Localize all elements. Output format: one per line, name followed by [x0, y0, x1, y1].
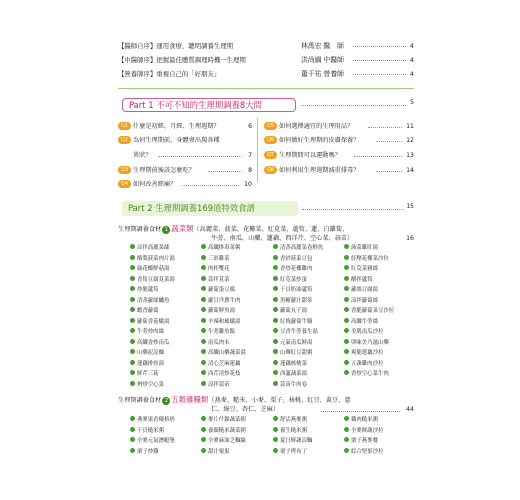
preface-author: 洪尚綱 中醫師: [301, 56, 344, 64]
bullet-icon: [201, 307, 206, 312]
recipe-item: [201, 286, 235, 296]
recipe-name: 蝦香蘿蔔: [137, 308, 159, 314]
bullet-icon: [344, 318, 349, 323]
recipe-item: [130, 381, 164, 391]
recipe-name: 干貝糙米粥: [137, 427, 164, 434]
recipe-name: 全麥元氣潛艇堡: [137, 438, 175, 444]
recipe-item: [344, 276, 373, 286]
question-item: [264, 135, 414, 146]
recipe-name: 炒脆蘆筍: [137, 287, 159, 293]
recipe-name: 美肌南瓜沙拉: [351, 329, 384, 335]
category-name: 五穀雜糧類: [171, 395, 209, 404]
bullet-icon: [130, 297, 135, 302]
bullet-icon: [201, 328, 206, 333]
bullet-icon: [344, 286, 349, 291]
recipe-name: 山藥紅豆甜粥: [280, 350, 313, 356]
bullet-icon: [130, 370, 135, 375]
recipe-item: [273, 318, 312, 328]
bullet-icon: [273, 381, 278, 386]
question-item: [118, 179, 252, 190]
page-number: 16: [406, 235, 414, 242]
bullet-icon: [201, 416, 206, 421]
bullet-icon: [344, 370, 349, 375]
bullet-icon: [130, 416, 135, 421]
leader-dots: [302, 209, 404, 210]
category-ingredients: （高麗菜、菠菜、花椰菜、紅莧菜、蘆筍、蓮、白蘿蔔、: [193, 226, 349, 233]
page-number: 11: [406, 123, 414, 130]
leader-dots: [321, 411, 400, 412]
part1-title: Part 1 不可不知的生理期調養8大問: [122, 98, 296, 112]
recipe-name: 涼拌高麗菜絲: [137, 245, 170, 251]
recipe-item: [273, 349, 312, 359]
recipe-item: [130, 297, 169, 307]
recipe-item: [344, 328, 383, 338]
bullet-icon: [344, 437, 349, 442]
recipe-name: 栗子炒雞: [137, 448, 159, 455]
bullet-icon: [273, 416, 278, 421]
bullet-icon: [130, 307, 135, 312]
bullet-icon: [273, 265, 278, 270]
recipe-name: 高纖排毒菜粥: [208, 245, 241, 251]
question-item: [118, 165, 252, 176]
leader-dots: [353, 46, 406, 47]
bullet-icon: [273, 448, 278, 453]
recipe-name: 涼拌蒜苗: [208, 381, 230, 388]
recipe-name: 燕麥果香優格奶: [137, 417, 175, 423]
recipe-item: [273, 448, 307, 458]
category-ingredients-cont: [211, 405, 414, 415]
recipe-name: 肉桂雙花: [208, 266, 230, 272]
recipe-name: 養顏糙米蔬菜粥: [208, 427, 246, 434]
bullet-icon: [201, 297, 206, 302]
recipe-item: [273, 427, 307, 437]
recipe-item: [344, 427, 383, 437]
question-text: 為何生理期前，身體會出現各種: [133, 137, 220, 144]
recipe-name: 蘿蔔丸子湯: [280, 308, 307, 314]
recipe-name: 雞肉糙米粥: [351, 417, 378, 423]
recipe-item: [201, 370, 240, 380]
page-number: 44: [406, 406, 414, 413]
recipe-item: [201, 297, 240, 307]
recipe-item: [344, 339, 389, 349]
recipe-name: 香炒空心菜牛肉: [351, 371, 389, 377]
recipe-item: [201, 427, 246, 437]
bullet-icon: [201, 286, 206, 291]
page-number: 4: [409, 70, 414, 78]
bullet-icon: [344, 360, 349, 365]
recipe-item: [201, 265, 230, 275]
preface-label: 【中醫師序】把握最佳體質調理時機一生理期: [118, 56, 246, 64]
recipe-item: [273, 307, 307, 317]
recipe-name: 清心芝麻蓮藕: [208, 360, 241, 367]
bullet-icon: [201, 437, 206, 442]
recipe-name: 酪梨菠菜肉片湯: [137, 255, 175, 262]
page-number: 12: [406, 137, 414, 144]
preface-label: 【醫師自序】運用食療，聰明調養生理期: [118, 42, 234, 50]
bullet-icon: [130, 255, 135, 260]
recipe-name: 辨炒空心菜: [137, 381, 164, 388]
recipe-name: 元氣南瓜鮮湯: [280, 339, 313, 346]
page-number: 4: [409, 42, 414, 50]
leader-dots: [208, 171, 242, 172]
bullet-icon: [201, 244, 206, 249]
category-ingredients: 牛蒡、南瓜、山藥、蓮藕、西洋芹、空心菜、蒜苗）: [211, 235, 354, 242]
preface-row: [118, 54, 414, 66]
part2-title: Part 2 生理期調養169道特效食譜: [122, 201, 298, 216]
leader-dots: [301, 105, 406, 106]
bullet-icon: [273, 360, 278, 365]
recipe-name: 全麥麻油乏麵線: [208, 438, 246, 444]
bullet-icon: [130, 265, 135, 270]
recipe-item: [344, 307, 394, 317]
recipe-item: [130, 276, 175, 286]
bullet-icon: [201, 370, 206, 375]
recipe-item: [130, 416, 175, 426]
page-number: 8: [248, 167, 252, 174]
recipe-name: 清蒸蘿絲鱸魚: [137, 297, 170, 304]
bullet-icon: [344, 255, 349, 260]
recipe-item: [201, 349, 246, 359]
recipe-item: [273, 328, 318, 338]
recipe-item: [201, 416, 246, 426]
recipe-item: [273, 339, 312, 349]
preface-row: [118, 68, 414, 80]
page-number: 14: [406, 167, 414, 174]
bullet-icon: [130, 360, 135, 365]
recipe-item: [344, 297, 378, 307]
leader-dots: [182, 185, 239, 186]
recipe-name: 蘿絲豆腐湯: [351, 287, 378, 293]
recipe-item: [344, 416, 378, 426]
recipe-item: [130, 265, 169, 275]
leader-dots: [376, 171, 402, 172]
recipe-item: [344, 244, 378, 254]
question-text: 異狀？: [133, 152, 152, 159]
question-item: [264, 150, 414, 161]
recipe-item: [130, 244, 169, 254]
bullet-icon: [130, 276, 135, 281]
recipe-item: [273, 286, 312, 296]
part1-heading: [118, 98, 414, 112]
part2-heading: [118, 201, 414, 216]
bullet-icon: [201, 427, 206, 432]
recipe-item: [130, 255, 175, 265]
bullet-icon: [130, 381, 135, 386]
category-number-badge: 1: [162, 226, 170, 234]
recipe-name: 菠菜雞肝湯: [351, 245, 378, 251]
recipe-name: 蘿蔔鮮魚湯: [208, 308, 235, 314]
bullet-icon: [273, 427, 278, 432]
recipe-item: [130, 318, 169, 328]
recipe-name: 蘿甘洋蔥牛肉: [208, 297, 241, 304]
recipe-item: [130, 286, 159, 296]
bullet-icon: [344, 349, 349, 354]
recipe-item: [273, 360, 307, 370]
question-text: 如何做好生理期的皮膚保養？: [279, 137, 360, 144]
question-item: [264, 165, 414, 176]
recipe-name: 香紗菠菜豆包: [280, 255, 313, 262]
recipe-name: 紓壓花椰菜沙拉: [351, 255, 389, 262]
recipe-item: [130, 427, 164, 437]
question-text: 生理期前後該怎麼吃？: [133, 167, 195, 174]
bullet-icon: [273, 437, 278, 442]
recipe-item: [344, 360, 383, 370]
recipe-name: 干貝奶油蘆筍: [280, 287, 313, 293]
recipe-item: [201, 276, 230, 286]
bullet-icon: [344, 448, 349, 453]
question-text: 如何改善經痛？: [133, 181, 177, 188]
recipe-name: 綜合堅果沙拉: [351, 448, 384, 455]
leader-dots: [353, 60, 406, 61]
toc-page: [118, 38, 414, 470]
recipe-name: 紅莧菜豬絲: [351, 266, 378, 272]
bullet-icon: [130, 328, 135, 333]
recipe-name: 南瓜肉末: [208, 339, 230, 346]
recipe-name: 豆香牛蒡養生湯: [280, 329, 318, 335]
recipe-item: [344, 286, 378, 296]
recipe-name: 黑糖蘿汁甜茶: [280, 297, 313, 304]
question-badge: Q6: [264, 136, 277, 144]
recipe-item: [201, 244, 240, 254]
bullet-icon: [130, 427, 135, 432]
section-divider: [118, 88, 414, 89]
bullet-icon: [130, 448, 135, 453]
bullet-icon: [130, 318, 135, 323]
recipe-name: 五蔬雞肉沙拉: [351, 360, 384, 367]
page-number: 5: [410, 99, 414, 106]
category-ingredients-cont: [211, 234, 414, 244]
question-item: [118, 150, 252, 161]
bullet-icon: [273, 276, 278, 281]
bullet-icon: [273, 286, 278, 291]
recipe-item: [201, 448, 230, 458]
category-ingredients: 仁、綠豆、杏仁、芝麻）: [211, 406, 280, 413]
recipe-item: [344, 349, 383, 359]
bullet-icon: [273, 307, 278, 312]
recipe-item: [130, 307, 159, 317]
question-badge: Q2: [118, 136, 131, 144]
recipe-item: [130, 339, 169, 349]
category-name: 蔬菜類: [171, 224, 194, 233]
bullet-icon: [344, 307, 349, 312]
recipe-item: [130, 360, 164, 370]
page-number: 7: [248, 152, 252, 159]
recipe-name: 栗子燕麥餐: [351, 438, 378, 444]
bullet-icon: [273, 349, 278, 354]
recipe-name: 爽脆蓮藕沙拉: [351, 350, 384, 356]
recipe-item: [130, 370, 159, 380]
recipe-item: [201, 318, 240, 328]
bullet-icon: [130, 286, 135, 291]
recipe-item: [344, 318, 378, 328]
recipe-item: [273, 297, 312, 307]
bullet-icon: [130, 437, 135, 442]
question-badge: Q3: [118, 166, 131, 174]
recipe-item: [201, 360, 240, 370]
question-badge: Q1: [118, 122, 131, 130]
question-text: 生理期間可以運動嗎？: [279, 152, 341, 159]
recipe-name: 西蘆蔬菜湯: [280, 371, 307, 377]
recipe-name: 蒜苗牛肉卷: [280, 381, 307, 388]
recipe-name: 綠花椰鮮菇湯: [137, 266, 170, 272]
recipe-name: 涼拌蘿蔔絲: [351, 297, 378, 304]
recipe-item: [273, 265, 312, 275]
category-prefix: 生理期調養食材: [118, 226, 162, 233]
recipe-name: 牛蒡炒肉絲: [137, 329, 164, 335]
bullet-icon: [344, 328, 349, 333]
recipe-item: [130, 437, 175, 447]
recipe-name: 蓮藕排骨湯: [137, 360, 164, 367]
recipe-name: 蘿蔔香菇燉湯: [137, 318, 170, 325]
category-prefix: 生理期調養食材: [118, 397, 162, 404]
question-item: [118, 135, 252, 146]
recipe-name: 香筍豆腐莧菜湯: [137, 276, 175, 283]
recipe-item: [201, 328, 235, 338]
bullet-icon: [344, 276, 349, 281]
recipe-item: [201, 437, 246, 447]
bullet-icon: [130, 349, 135, 354]
question-text: 什麼是初經、月經、生理週期？: [133, 123, 220, 130]
recipe-item: [130, 328, 164, 338]
bullet-icon: [201, 255, 206, 260]
bullet-icon: [201, 318, 206, 323]
recipe-item: [201, 339, 230, 349]
recipe-name: 蘿蔔蛋豆腐: [208, 287, 235, 293]
recipe-name: 牛蒡雞魚飯: [208, 329, 235, 335]
recipe-item: [273, 276, 307, 286]
bullet-icon: [130, 244, 135, 249]
recipe-name: 蒜拌莧菜: [208, 276, 230, 283]
recipe-item: [201, 255, 230, 265]
recipe-item: [201, 307, 235, 317]
bullet-icon: [201, 349, 206, 354]
recipe-item: [130, 448, 159, 458]
recipe-item: [273, 255, 312, 265]
recipe-item: [273, 381, 307, 391]
recipe-item: [344, 370, 389, 380]
page-number: 10: [244, 181, 252, 188]
recipe-item: [273, 416, 307, 426]
category-number-badge: 2: [162, 397, 170, 405]
leader-dots: [353, 74, 406, 75]
preface-author: 林禹宏 醫 師: [301, 42, 344, 50]
leader-dots: [368, 127, 402, 128]
recipe-item: [344, 265, 378, 275]
recipe-item: [273, 370, 307, 380]
bullet-icon: [273, 370, 278, 375]
recipe-name: 紅莧菜炒蛋: [280, 276, 307, 283]
bullet-icon: [201, 276, 206, 281]
recipe-name: 清蒸高麗菜卷鮮魚: [280, 245, 324, 251]
bullet-icon: [344, 339, 349, 344]
recipe-item: [201, 381, 230, 391]
recipe-item: [273, 437, 312, 447]
question-item: [264, 121, 414, 132]
recipe-name: 甜汁栗果: [208, 448, 230, 455]
question-badge: Q4: [118, 180, 131, 188]
recipe-name: 栗子烤布丁: [280, 448, 307, 455]
bullet-icon: [201, 381, 206, 386]
recipe-name: 夏日鮮蔬涼麵: [280, 438, 313, 444]
question-badge: Q7: [264, 151, 277, 159]
recipe-name: 麥片什錦蔬菜粥: [208, 417, 246, 423]
category-ingredients: （燕麥、糙米、小麥、栗子、核桃、紅豆、黃豆、薏: [208, 397, 351, 404]
bullet-icon: [273, 318, 278, 323]
recipe-item: [130, 349, 164, 359]
recipe-name: 養生糙米粥: [280, 427, 307, 434]
page-number: 15: [406, 203, 414, 210]
recipe-name: 辛辣和風燉湯: [208, 318, 241, 325]
bullet-icon: [201, 360, 206, 365]
recipe-name: 西芹清炒花枝: [208, 371, 241, 377]
bullet-icon: [201, 339, 206, 344]
question-text: 如何選擇適宜的生理用品？: [279, 123, 354, 130]
bullet-icon: [201, 265, 206, 270]
page-number: 4: [409, 56, 414, 64]
recipe-name: 高纖牛蒡絲: [351, 318, 378, 325]
bullet-icon: [201, 448, 206, 453]
bullet-icon: [273, 328, 278, 333]
page-number: 13: [406, 152, 414, 159]
page-number: 6: [248, 123, 252, 130]
bullet-icon: [344, 297, 349, 302]
recipe-name: 高纖山藥蔬菜湯: [208, 350, 246, 356]
recipe-name: 香炒花椰雞肉: [280, 266, 313, 272]
question-item: [118, 121, 252, 132]
column-divider: [257, 118, 258, 182]
recipe-name: 香脆蘿蔔菜豆沙拉: [351, 308, 395, 314]
preface-label: 【營養師序】重視自己的「好朋友」: [118, 70, 221, 78]
recipe-name: 蓮藕核桃菜: [280, 360, 307, 367]
recipe-name: 鮮芹三菇: [137, 371, 159, 377]
recipe-name: 醋拌蘆筍: [351, 276, 373, 283]
bullet-icon: [344, 265, 349, 270]
recipe-name: 卯味美乃滋山藥: [351, 339, 389, 346]
leader-dots: [354, 156, 402, 157]
recipe-name: 山藥泥涼麵: [137, 350, 164, 356]
bullet-icon: [273, 297, 278, 302]
bullet-icon: [344, 244, 349, 249]
bullet-icon: [273, 244, 278, 249]
recipe-name: 三彩雞菜: [208, 255, 230, 262]
recipe-name: 舒活燕麥粥: [280, 417, 307, 423]
question-text: 如何利用生理週期減重排毒？: [279, 167, 360, 174]
preface-author: 蕭千祐 營養師: [301, 70, 344, 78]
bullet-icon: [344, 427, 349, 432]
leader-dots: [376, 141, 402, 142]
bullet-icon: [130, 339, 135, 344]
leader-dots: [158, 156, 242, 157]
preface-row: [118, 40, 414, 52]
recipe-name: 紅燒蘿蔔牛腩: [280, 318, 313, 325]
recipe-item: [344, 255, 389, 265]
bullet-icon: [273, 339, 278, 344]
question-badge: Q5: [264, 122, 277, 130]
recipe-item: [273, 244, 323, 254]
recipe-name: 高纖香炒南瓜: [137, 339, 170, 346]
question-badge: Q8: [264, 166, 277, 174]
recipe-item: [344, 448, 383, 458]
recipe-item: [344, 437, 378, 447]
bullet-icon: [273, 255, 278, 260]
recipe-name: 全麥鮮蔬沙拉: [351, 427, 384, 434]
bullet-icon: [344, 416, 349, 421]
